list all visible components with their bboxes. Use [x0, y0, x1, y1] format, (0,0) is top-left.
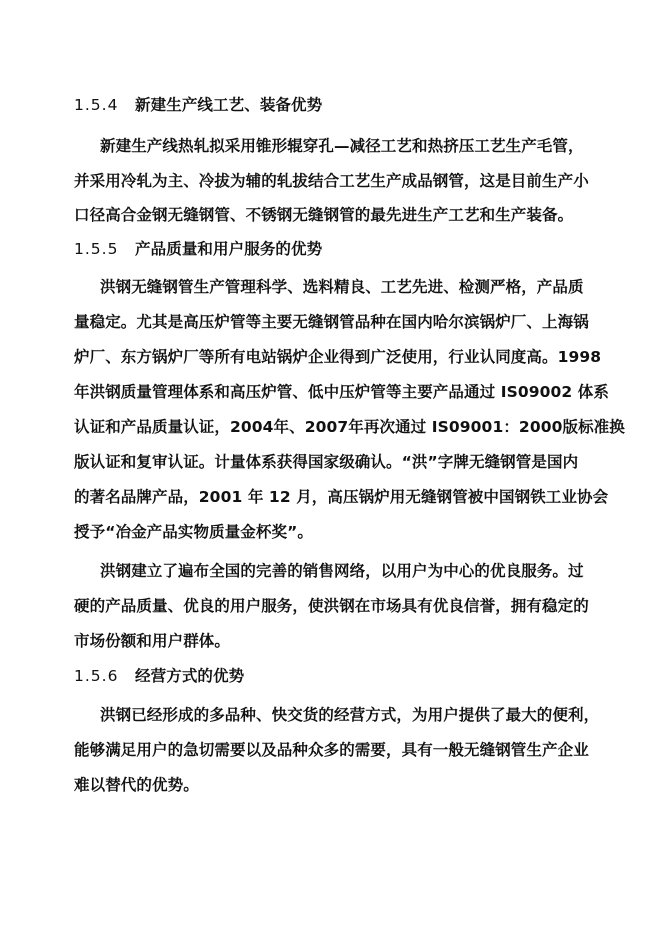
section-heading-1-5-4 — [74, 94, 322, 116]
paragraph-line: 炉厂、东方锅炉厂等所有电站锅炉企业得到广泛使用，行业认同度高。1998 — [74, 348, 602, 366]
paragraph-line: 版认证和复审认证。计量体系获得国家级确认。“洪”字牌无缝钢管是国内 — [74, 453, 579, 471]
paragraph-line: 能够满足用户的急切需要以及品种众多的需要，具有一般无缝钢管生产企业 — [74, 741, 589, 759]
paragraph-line: 洪钢已经形成的多品种、快交货的经营方式，为用户提供了最大的便利， — [100, 706, 600, 724]
section-title: 新建生产线工艺、装备优势 — [135, 96, 323, 114]
section-number: 1.5.4 — [74, 96, 119, 114]
paragraph-line: 年洪钢质量管理体系和高压炉管、低中压炉管等主要产品通过 IS09002 体系 — [74, 383, 609, 401]
paragraph-line: 认证和产品质量认证，2004年、2007年再次通过 IS09001：2000版标准换 — [74, 418, 625, 436]
paragraph-line: 的著名品牌产品，2001 年 12 月，高压锅炉用无缝钢管被中国钢铁工业协会 — [74, 488, 609, 506]
paragraph-line: 硬的产品质量、优良的用户服务，使洪钢在市场具有优良信誉，拥有稳定的 — [74, 597, 589, 615]
paragraph-line: 市场份额和用户群体。 — [74, 632, 231, 650]
paragraph-line: 并采用冷轧为主、冷拔为辅的轧拔结合工艺生产成品钢管，这是目前生产小 — [74, 172, 589, 190]
paragraph-line: 洪钢无缝钢管生产管理科学、选料精良、工艺先进、检测严格，产品质 — [100, 278, 584, 296]
section-number: 1.5.5 — [74, 240, 119, 258]
paragraph-line: 新建生产线热轧拟采用锥形辊穿孔—减径工艺和热挤压工艺生产毛管， — [100, 137, 584, 155]
paragraph-line: 量稳定。尤其是高压炉管等主要无缝钢管品种在国内哈尔滨锅炉厂、上海锅 — [74, 313, 589, 331]
paragraph-line: 授予“冶金产品实物质量金杯奖”。 — [74, 523, 313, 541]
section-title: 经营方式的优势 — [135, 667, 245, 685]
section-heading-1-5-6 — [74, 665, 244, 687]
paragraph-line: 口径高合金钢无缝钢管、不锈钢无缝钢管的最先进生产工艺和生产装备。 — [74, 206, 574, 224]
section-title: 产品质量和用户服务的优势 — [135, 240, 323, 258]
paragraph-line: 洪钢建立了遍布全国的完善的销售网络，以用户为中心的优良服务。过 — [100, 562, 584, 580]
section-heading-1-5-5 — [74, 238, 322, 260]
section-number: 1.5.6 — [74, 667, 119, 685]
paragraph-line: 难以替代的优势。 — [74, 776, 199, 794]
